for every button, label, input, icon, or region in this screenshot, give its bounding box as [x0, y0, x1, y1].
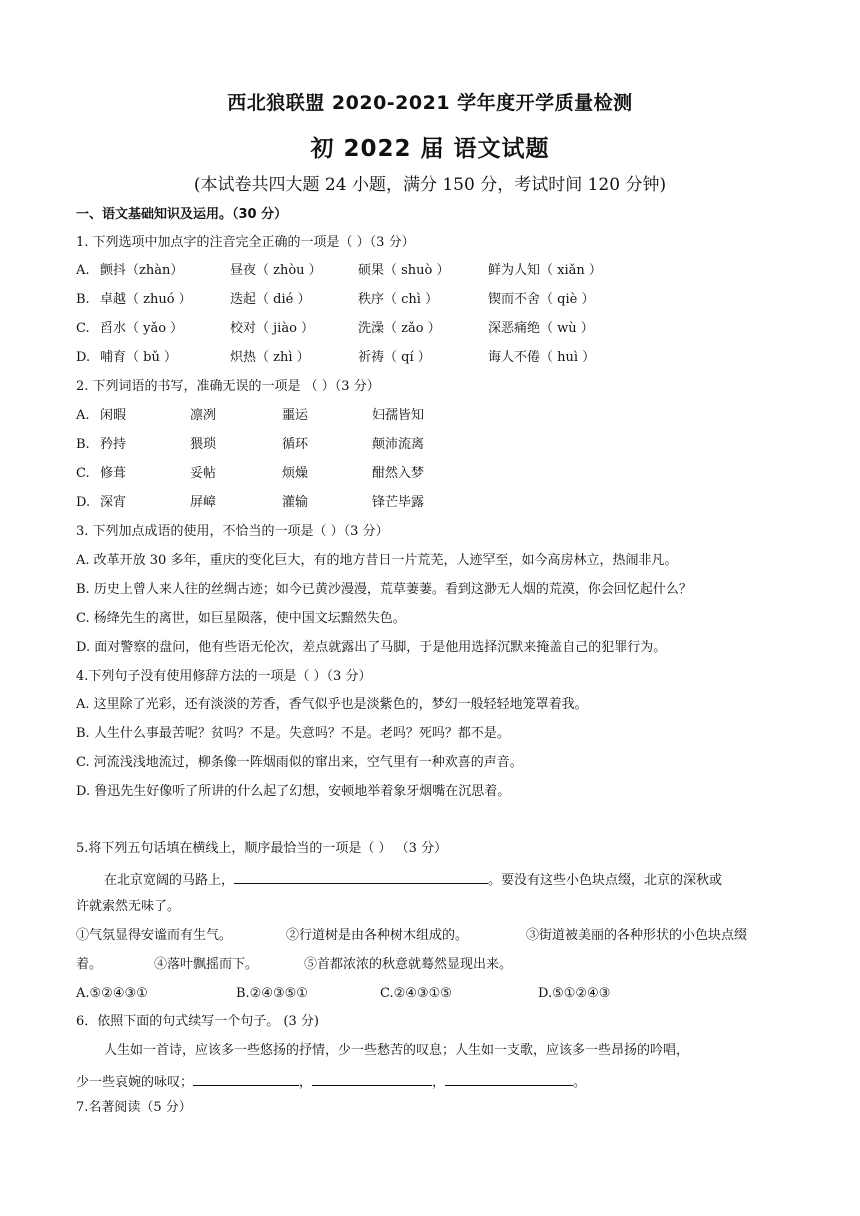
- question-4-option-d: D. 鲁迅先生好像听了所讲的什么起了幻想，安顿地举着象牙烟嘴在沉思着。: [76, 784, 511, 799]
- option-item: 鲜为人知（ xiǎn ）: [488, 263, 602, 278]
- question-2-stem: 2. 下列词语的书写，准确无误的一项是 （ ）（3 分）: [76, 379, 380, 394]
- question-7-stem: 7.名著阅读（5 分）: [76, 1100, 192, 1115]
- choice-d: D.⑤①②④③: [538, 986, 611, 1001]
- question-6-text: 人生如一首诗，应该多一些悠扬的抒情，少一些愁苦的叹息；人生如一支歌，应该多一些昂扬的吟唱，: [104, 1043, 690, 1058]
- option-item: 锋芒毕露: [372, 495, 425, 510]
- question-3-option-b: B. 历史上曾人来人往的丝绸古迹；如今已黄沙漫漫，荒草萋萋。看到这渺无人烟的荒漠，你会回忆起什么？: [76, 582, 692, 597]
- option-label: B.: [76, 292, 90, 307]
- option-label: D.: [76, 495, 91, 510]
- option-label: B.: [76, 437, 90, 452]
- option-item: 酣然入梦: [372, 466, 425, 481]
- sentence-item: ⑤首都浓浓的秋意就蓦然显现出来。: [304, 957, 513, 972]
- question-3-option-d: D. 面对警察的盘问，他有些语无伦次，差点就露出了马脚，于是他用选择沉默来掩盖自己的犯罪行为。: [76, 640, 667, 655]
- exam-note: (本试卷共四大题 24 小题，满分 150 分，考试时间 120 分钟): [193, 175, 667, 195]
- answer-blank[interactable]: [312, 1071, 432, 1086]
- sentence-item: 着。: [76, 957, 103, 972]
- option-item: 妥帖: [190, 466, 217, 481]
- option-item: 校对（ jiào ）: [230, 321, 315, 336]
- question-5-stem: 5.将下列五句话填在横线上，顺序最恰当的一项是（ ） （3 分）: [76, 841, 448, 856]
- option-label: D.: [76, 350, 91, 365]
- question-3-stem: 3. 下列加点成语的使用，不恰当的一项是（ ）（3 分）: [76, 524, 389, 539]
- answer-blank[interactable]: [445, 1071, 573, 1086]
- question-4-option-c: C. 河流浅浅地流过，柳条像一阵烟雨似的窜出来，空气里有一种欢喜的声音。: [76, 755, 523, 770]
- question-5-passage-cont: 许就索然无味了。: [76, 899, 181, 914]
- option-item: 炽热（ zhì ）: [230, 350, 310, 365]
- sentence-item: ①气氛显得安谧而有生气。: [76, 928, 233, 943]
- option-item: 硕果（ shuò ）: [358, 263, 450, 278]
- answer-blank[interactable]: [193, 1071, 299, 1086]
- choice-a: A.⑤②④③①: [76, 986, 148, 1001]
- option-item: 凛冽: [190, 408, 217, 423]
- option-item: 修葺: [100, 466, 127, 481]
- option-item: 洗澡（ zǎo ）: [358, 321, 441, 336]
- option-item: 烦燥: [282, 466, 309, 481]
- option-item: 秩序（ chì ）: [358, 292, 439, 307]
- option-item: 矜持: [100, 437, 127, 452]
- option-item: 舀水（ yǎo ）: [100, 321, 184, 336]
- question-5-passage: 在北京宽阔的马路上， 。要没有这些小色块点缀，北京的深秋或: [104, 869, 722, 890]
- option-item: 迭起（ dié ）: [230, 292, 311, 307]
- option-item: 屏嶂: [190, 495, 217, 510]
- option-item: 昼夜（ zhòu ）: [230, 263, 322, 278]
- question-6-stem: 6．依照下面的句式续写一个句子。 (3 分): [76, 1014, 319, 1029]
- option-item: 锲而不舍（ qiè ）: [488, 292, 595, 307]
- option-item: 噩运: [282, 408, 309, 423]
- option-label: A.: [76, 263, 90, 278]
- option-item: 颤抖（zhàn）: [100, 263, 184, 278]
- option-item: 诲人不倦（ huì ）: [488, 350, 596, 365]
- option-item: 卓越（ zhuó ）: [100, 292, 192, 307]
- option-label: C.: [76, 466, 90, 481]
- sentence-item: ③街道被美丽的各种形状的小色块点缀: [526, 928, 748, 943]
- question-4-stem: 4.下列句子没有使用修辞方法的一项是（ ）（3 分）: [76, 669, 372, 684]
- question-3-option-c: C. 杨绛先生的离世，如巨星陨落，使中国文坛黯然失色。: [76, 611, 406, 626]
- answer-blank[interactable]: [234, 869, 488, 884]
- option-item: 猥琐: [190, 437, 217, 452]
- question-1-stem: 1. 下列选项中加点字的注音完全正确的一项是（ ）（3 分）: [76, 235, 415, 250]
- option-item: 灌输: [282, 495, 309, 510]
- option-item: 颠沛流离: [372, 437, 425, 452]
- exam-title: 西北狼联盟 2020-2021 学年度开学质量检测: [227, 92, 633, 114]
- option-item: 深宵: [100, 495, 127, 510]
- question-3-option-a: A. 改革开放 30 多年，重庆的变化巨大，有的地方昔日一片荒芜，人迹罕至，如今高房林立，热闹非凡。: [76, 553, 678, 568]
- option-item: 循环: [282, 437, 309, 452]
- exam-subtitle: 初 2022 届 语文试题: [310, 136, 550, 162]
- option-item: 深恶痛绝（ wù ）: [488, 321, 594, 336]
- question-4-option-a: A. 这里除了光彩，还有淡淡的芳香，香气似乎也是淡紫色的，梦幻一般轻轻地笼罩着我。: [76, 697, 588, 712]
- option-item: 祈祷（ qí ）: [358, 350, 431, 365]
- question-6-answer-line: 少一些哀婉的咏叹； ， ， 。: [76, 1071, 586, 1092]
- option-item: 闲暇: [100, 408, 127, 423]
- option-label: C.: [76, 321, 90, 336]
- sentence-item: ④落叶飘摇而下。: [154, 957, 259, 972]
- choice-b: B.②④③⑤①: [236, 986, 308, 1001]
- option-label: A.: [76, 408, 90, 423]
- sentence-item: ②行道树是由各种树木组成的。: [286, 928, 469, 943]
- option-item: 妇孺皆知: [372, 408, 425, 423]
- choice-c: C.②④③①⑤: [380, 986, 452, 1001]
- question-4-option-b: B. 人生什么事最苦呢？贫吗？不是。失意吗？不是。老吗？死吗？都不是。: [76, 726, 510, 741]
- option-item: 哺育（ bǔ ）: [100, 350, 177, 365]
- section-heading: 一、语文基础知识及运用。（30 分）: [76, 207, 288, 222]
